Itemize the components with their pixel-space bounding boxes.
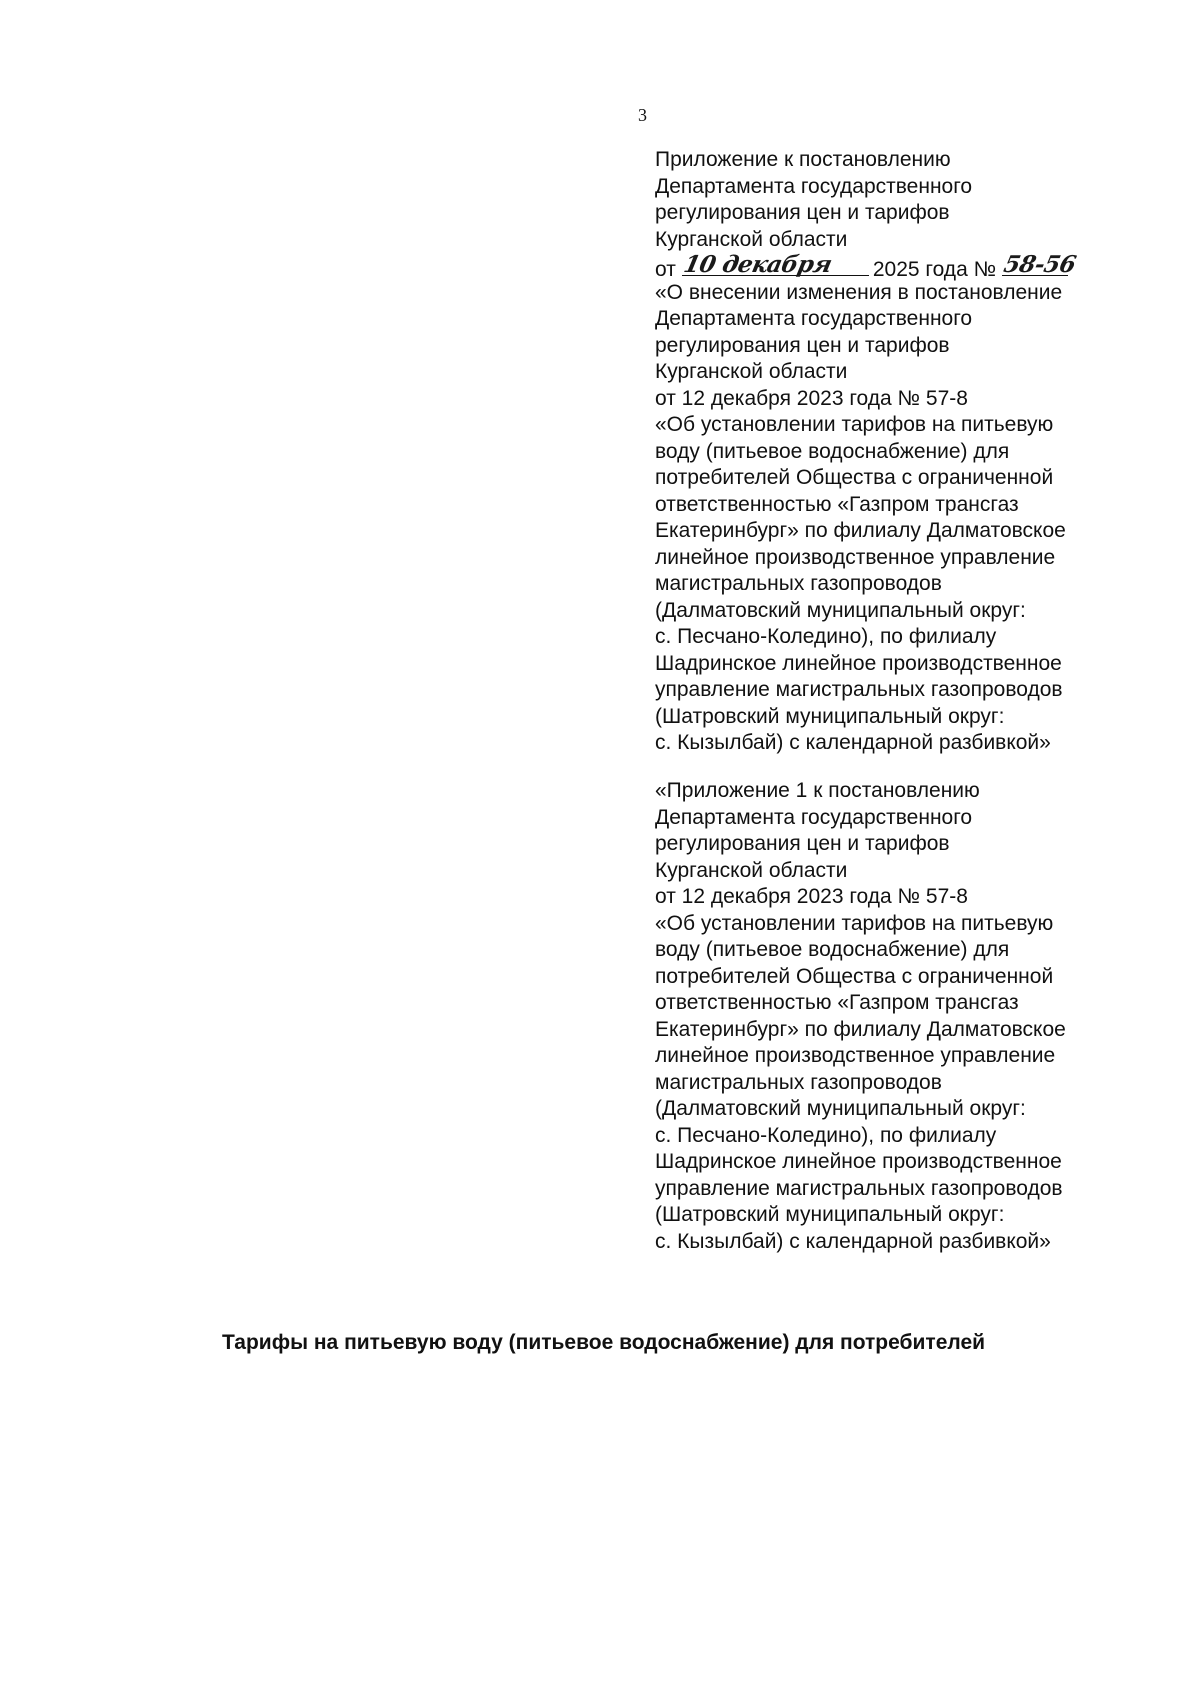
header-line: потребителей Общества с ограниченной [655, 964, 1054, 988]
header-line: Екатеринбург» по филиалу Далматовское [655, 519, 1066, 542]
header-line: линейное производственное управление [655, 545, 1056, 569]
header-line: Шадринское линейное производственное [655, 651, 1062, 675]
header-line: Курганской области [655, 227, 848, 251]
date-blank [681, 250, 869, 278]
header-line: регулирования цен и тарифов [655, 201, 950, 224]
header-line: линейное производственное управление [655, 1044, 1056, 1067]
date-line [655, 250, 1125, 281]
header-line: регулирования цен и тарифов [655, 832, 950, 855]
header-line: потребителей Общества с ограниченной [655, 466, 1054, 489]
header-line: «Приложение 1 к постановлению [655, 779, 980, 802]
header-line: Курганской области [655, 858, 848, 882]
handwritten-number: 58-56 [1001, 250, 1079, 278]
header-line: от 12 декабря 2023 года № 57-8 [655, 885, 968, 908]
header-line: Департамента государственного [655, 805, 973, 829]
page-number: 3 [638, 105, 647, 125]
header-line: «О внесении изменения в постановление [655, 280, 1063, 304]
header-line: (Далматовский муниципальный округ: [655, 598, 1026, 622]
header-line: Департамента государственного [655, 307, 973, 330]
header-line: Екатеринбург» по филиалу Далматовское [655, 1017, 1066, 1041]
date-prefix: от [655, 258, 676, 281]
header-line: управление магистральных газопроводов [655, 678, 1063, 701]
appendix-1-header [655, 778, 1125, 1255]
header-line: ответственностью «Газпром трансгаз [655, 991, 1019, 1014]
header-line: (Шатровский муниципальный округ: [655, 1203, 1005, 1226]
number-blank [1001, 250, 1079, 278]
header-line: управление магистральных газопроводов [655, 1176, 1063, 1200]
header-line: воду (питьевое водоснабжение) для [655, 439, 1010, 463]
header-line: магистральных газопроводов [655, 572, 942, 595]
header-line: магистральных газопроводов [655, 1070, 942, 1094]
header-line: (Шатровский муниципальный округ: [655, 704, 1005, 728]
handwritten-date: 10 декабря [681, 250, 834, 278]
header-line: от 12 декабря 2023 года № 57-8 [655, 386, 968, 410]
header-line: Приложение к постановлению [655, 148, 951, 171]
appendix-header [655, 147, 1125, 757]
header-line: Департамента государственного [655, 174, 973, 198]
header-line: с. Кызылбай) с календарной разбивкой» [655, 1229, 1051, 1253]
header-line: «Об установлении тарифов на питьевую [655, 911, 1054, 935]
header-line: (Далматовский муниципальный округ: [655, 1097, 1026, 1120]
header-line: «Об установлении тарифов на питьевую [655, 413, 1054, 436]
header-line: Шадринское линейное производственное [655, 1150, 1062, 1173]
header-line: регулирования цен и тарифов [655, 333, 950, 357]
header-line: воду (питьевое водоснабжение) для [655, 938, 1010, 961]
date-year-text: 2025 года № [872, 258, 997, 281]
section-title: Тарифы на питьевую воду (питьевое водоснабжение) для потребителей [222, 1331, 986, 1354]
header-line: ответственностью «Газпром трансгаз [655, 492, 1019, 516]
header-line: с. Кызылбай) с календарной разбивкой» [655, 731, 1051, 754]
header-line: Курганской области [655, 360, 848, 383]
header-line: с. Песчано-Коледино), по филиалу [655, 1123, 997, 1147]
header-line: с. Песчано-Коледино), по филиалу [655, 625, 997, 648]
